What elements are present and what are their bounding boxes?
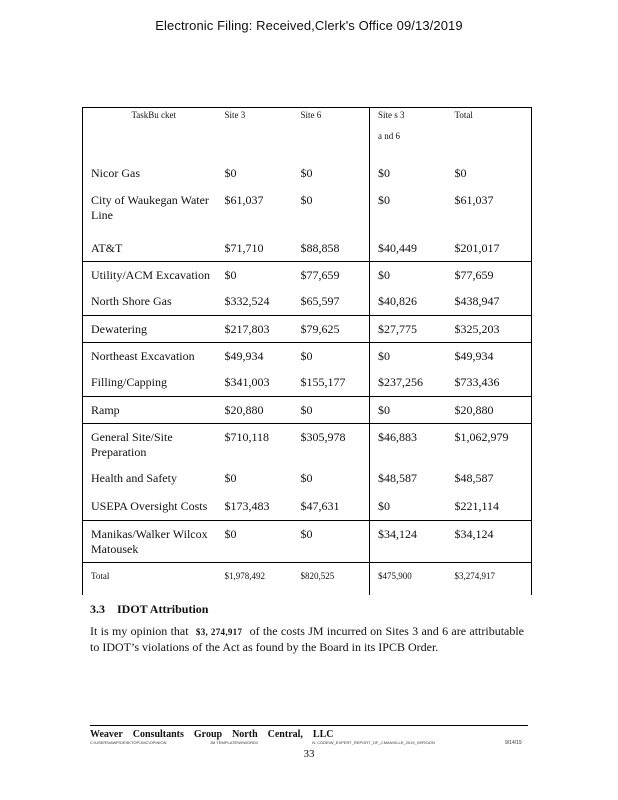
header-sites-3-line2: a nd 6 bbox=[378, 131, 400, 141]
site6-cell: $0 bbox=[300, 166, 313, 180]
task-cell: Manikas/Walker Wilcox Matousek bbox=[83, 520, 217, 562]
table-row bbox=[83, 493, 532, 520]
footer-path-mid: JM TEMPLATE\W\WORD\\ bbox=[210, 740, 259, 745]
total-cell: $61,037 bbox=[447, 187, 532, 223]
sites36-cell: $0 bbox=[370, 493, 447, 520]
table-row bbox=[83, 261, 532, 288]
paragraph-before: It is my opinion that bbox=[90, 624, 189, 638]
total-cell: $438,947 bbox=[447, 288, 532, 315]
total-cell: $221,114 bbox=[447, 493, 532, 520]
site6-cell: $88,858 bbox=[300, 241, 340, 255]
table-row bbox=[83, 342, 532, 369]
footer-date: 9/14/19 bbox=[505, 740, 522, 746]
site6-cell: $47,631 bbox=[300, 499, 340, 513]
footer-word: Consultants bbox=[132, 729, 184, 740]
site6-cell: $155,177 bbox=[300, 375, 346, 389]
footer-word: LLC bbox=[312, 729, 334, 740]
total-cell: $34,124 bbox=[447, 520, 532, 562]
sites36-cell: $40,826 bbox=[370, 288, 447, 315]
header-task-bucket: TaskBu cket bbox=[83, 108, 217, 161]
sites36-cell: $0 bbox=[370, 160, 447, 187]
site6-cell: $0 bbox=[293, 396, 370, 423]
table-row bbox=[83, 396, 532, 423]
total-site3: $1,978,492 bbox=[217, 562, 293, 595]
task-cell: Filling/Capping bbox=[83, 369, 217, 396]
site3-cell: $20,880 bbox=[217, 396, 293, 423]
site6-cell: $305,978 bbox=[293, 423, 370, 465]
site6-cell: $0 bbox=[300, 193, 313, 207]
site6-cell: $0 bbox=[293, 342, 370, 369]
section-title: IDOT Attribution bbox=[117, 602, 209, 616]
header-site-3: Site 3 bbox=[224, 110, 246, 120]
site3-cell: $0 bbox=[217, 520, 293, 562]
site3-cell: $173,483 bbox=[224, 499, 270, 513]
paragraph-after: of the costs JM incurred on Sites 3 and 6 are attributable to IDOT’s violations of the Act as found by the Board in its IPCB Order. bbox=[90, 624, 525, 654]
table-row bbox=[83, 315, 532, 342]
task-cell: Utility/ACM Excavation bbox=[83, 261, 217, 288]
site6-cell: $79,625 bbox=[293, 315, 370, 342]
table-row bbox=[83, 187, 532, 223]
footer-word: Central, bbox=[267, 729, 303, 740]
footer-path-left: C:\USERS\AWP\DESKTOP\JMC\OPINION bbox=[90, 740, 167, 745]
total-label: Total bbox=[83, 562, 217, 595]
task-cell: City of Waukegan Water Line bbox=[83, 187, 217, 223]
total-cell: $733,436 bbox=[447, 369, 532, 396]
site3-cell: $49,934 bbox=[217, 342, 293, 369]
sites36-cell: $237,256 bbox=[370, 369, 447, 396]
table-header-row bbox=[83, 108, 532, 161]
total-cell: $49,934 bbox=[447, 342, 532, 369]
header-site-6: Site 6 bbox=[300, 110, 322, 120]
table-row bbox=[83, 288, 532, 315]
total-cell: $325,203 bbox=[447, 315, 532, 342]
task-cell: Northeast Excavation bbox=[83, 342, 217, 369]
total-cell: $0 bbox=[447, 160, 532, 187]
task-cell: General Site/Site Preparation bbox=[83, 423, 217, 465]
site3-cell: $0 bbox=[224, 166, 237, 180]
table-row bbox=[83, 369, 532, 396]
table-row bbox=[83, 423, 532, 465]
total-cell: $77,659 bbox=[447, 261, 532, 288]
paragraph-amount: $3, 274,917 bbox=[195, 627, 243, 637]
sites36-cell: $27,775 bbox=[370, 315, 447, 342]
sites36-cell: $48,587 bbox=[370, 465, 447, 493]
task-cell: Dewatering bbox=[83, 315, 217, 342]
site3-cell: $0 bbox=[217, 261, 293, 288]
footer-path-right: N: CODE\W_EXPERT_REPORT_OF_J.MANVILLE_2019_VERSION bbox=[312, 740, 435, 745]
site6-cell: $0 bbox=[300, 471, 313, 485]
header-sites-3-and-6 bbox=[370, 108, 447, 161]
page-number: 33 bbox=[303, 748, 315, 760]
site3-cell: $0 bbox=[224, 471, 237, 485]
task-cell: AT&T bbox=[83, 223, 217, 261]
footer-divider bbox=[90, 725, 528, 726]
task-cell: Nicor Gas bbox=[83, 160, 217, 187]
site3-cell: $332,524 bbox=[224, 294, 270, 308]
footer-company bbox=[90, 729, 343, 740]
site3-cell: $61,037 bbox=[224, 193, 264, 207]
total-cell: $48,587 bbox=[447, 465, 532, 493]
total-site6: $820,525 bbox=[293, 562, 370, 595]
sites36-cell: $0 bbox=[370, 187, 447, 223]
header-total: Total bbox=[447, 108, 532, 161]
total-row bbox=[83, 562, 532, 595]
sites36-cell: $40,449 bbox=[370, 223, 447, 261]
total-cell: $20,880 bbox=[447, 396, 532, 423]
site6-cell: $0 bbox=[293, 520, 370, 562]
footer-word: Group bbox=[193, 729, 223, 740]
footer-word: Weaver bbox=[90, 729, 123, 740]
site6-cell: $65,597 bbox=[300, 294, 340, 308]
table-row bbox=[83, 520, 532, 562]
sites36-cell: $46,883 bbox=[370, 423, 447, 465]
sites36-cell: $34,124 bbox=[370, 520, 447, 562]
total-cell: $201,017 bbox=[447, 223, 532, 261]
cost-table bbox=[82, 107, 532, 595]
site3-cell: $341,003 bbox=[224, 375, 270, 389]
sites36-cell: $0 bbox=[370, 261, 447, 288]
sites36-cell: $0 bbox=[370, 396, 447, 423]
site6-cell: $77,659 bbox=[293, 261, 370, 288]
sites36-cell: $0 bbox=[370, 342, 447, 369]
site3-cell: $71,710 bbox=[224, 241, 264, 255]
header-sites-3-line1: Site s 3 bbox=[378, 110, 405, 120]
site3-cell: $710,118 bbox=[217, 423, 293, 465]
table-row bbox=[83, 465, 532, 493]
task-cell: Health and Safety bbox=[83, 465, 217, 493]
section-number: 3.3 bbox=[90, 602, 105, 616]
footer-word: North bbox=[232, 729, 258, 740]
total-sites36: $475,900 bbox=[370, 562, 447, 595]
total-grand: $3,274,917 bbox=[447, 562, 532, 595]
task-cell: North Shore Gas bbox=[83, 288, 217, 315]
page-header: Electronic Filing: Received,Clerk's Office 09/13/2019 bbox=[155, 18, 463, 33]
opinion-paragraph bbox=[90, 624, 524, 655]
table-row bbox=[83, 223, 532, 261]
section-heading bbox=[90, 602, 208, 617]
task-cell: USEPA Oversight Costs bbox=[83, 493, 217, 520]
total-cell: $1,062,979 bbox=[447, 423, 532, 465]
table-row bbox=[83, 160, 532, 187]
site3-cell: $217,803 bbox=[217, 315, 293, 342]
task-cell: Ramp bbox=[83, 396, 217, 423]
